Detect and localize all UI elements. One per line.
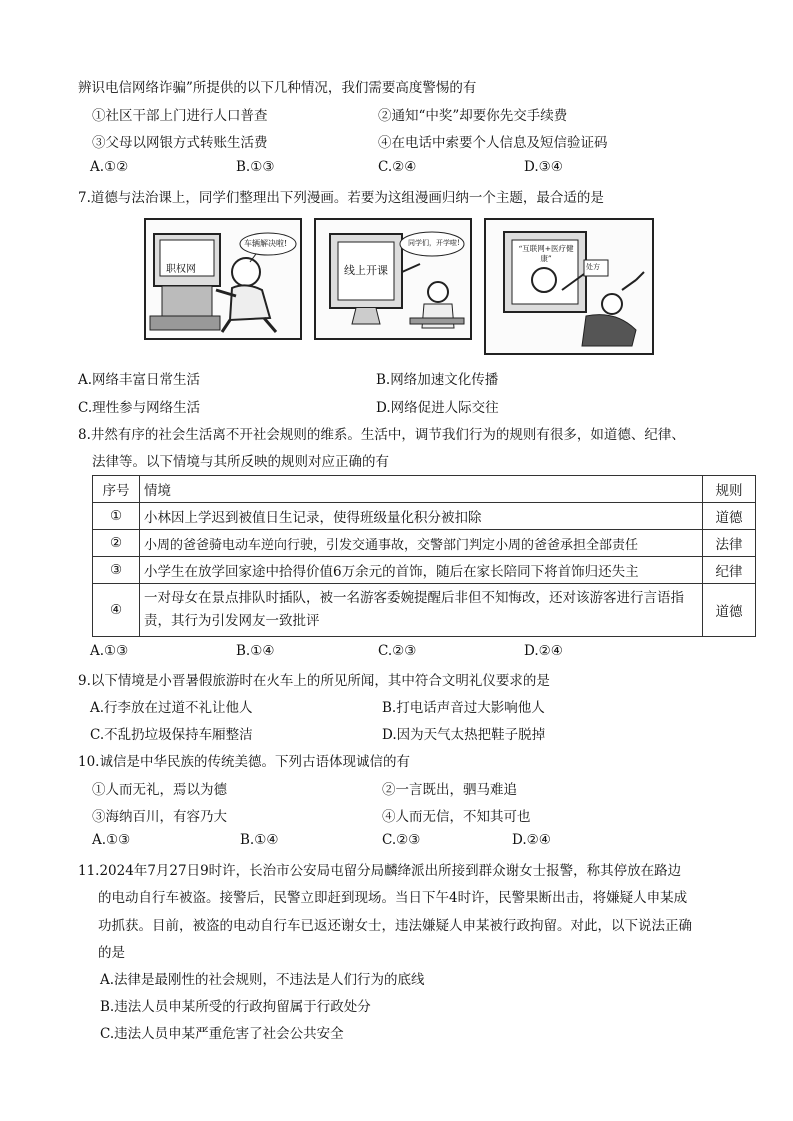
row-scene: 小学生在放学回家途中拾得价值6万余元的首饰，随后在家长陪同下将首饰归还失主 [140, 557, 703, 584]
row-no: ③ [93, 557, 140, 584]
table-row [93, 557, 756, 584]
q8-stem-line-1: 8.井然有序的社会生活离不开社会规则的维系。生活中，调节我们行为的规则有很多，如道德、纪律、 [78, 427, 685, 443]
table-row [93, 503, 756, 530]
row-rule: 纪律 [703, 557, 756, 584]
header-scene: 情境 [140, 476, 703, 503]
q6-item-4: ④在电话中索要个人信息及短信验证码 [378, 135, 608, 151]
q11-stem-line-2: 的电动自行车被盗。接警后，民警立即赶到现场。当日下午4时许，民警果断出击，将嫌疑人申某成 [98, 890, 688, 906]
q10-option-c: C.②③ [382, 832, 421, 848]
q7-option-d: D.网络促进人际交往 [376, 400, 499, 416]
row-rule: 道德 [703, 503, 756, 530]
cartoon-2-bubble-text: 同学们，开学啦! [408, 239, 460, 247]
q10-option-a: A.①③ [92, 832, 131, 848]
cartoon-3-drawing [486, 220, 652, 353]
q10-stem: 10.诚信是中华民族的传统美德。下列古语体现诚信的有 [78, 754, 410, 770]
cartoon-panel-2 [314, 218, 472, 340]
q8-stem-line-2: 法律等。以下情境与其所反映的规则对应正确的有 [92, 454, 389, 470]
q8-option-c: C.②③ [378, 643, 417, 659]
q9-option-c: C.不乱扔垃圾保持车厢整洁 [90, 727, 253, 743]
q7-option-a: A.网络丰富日常生活 [78, 372, 201, 388]
cartoon-2-screen-text: 线上开课 [344, 264, 388, 277]
q11-stem-line-1: 11.2024年7月27日9时许，长治市公安局屯留分局麟绛派出所接到群众谢女士报警，称其停放在路边 [78, 863, 682, 879]
header-rule: 规则 [703, 476, 756, 503]
row-scene: 小周的爸爸骑电动车逆向行驶，引发交通事故，交警部门判定小周的爸爸承担全部责任 [140, 530, 703, 557]
q11-option-c: C.违法人员申某严重危害了社会公共安全 [100, 1026, 344, 1042]
q11-option-b: B.违法人员申某所受的行政拘留属于行政处分 [100, 999, 371, 1015]
q6-stem: 辨识电信网络诈骗”所提供的以下几种情况，我们需要高度警惕的有 [78, 80, 477, 96]
row-scene: 小林因上学迟到被值日生记录，使得班级量化积分被扣除 [140, 503, 703, 530]
q10-item-2: ②一言既出，驷马难追 [382, 782, 517, 798]
q10-item-4: ④人而无信，不知其可也 [382, 809, 531, 825]
cartoon-panel-1 [144, 218, 302, 340]
q7-stem: 7.道德与法治课上，同学们整理出下列漫画。若要为这组漫画归纳一个主题，最合适的是 [78, 190, 604, 206]
row-no: ① [93, 503, 140, 530]
q6-option-a: A.①② [90, 159, 129, 175]
q9-option-d: D.因为天气太热把鞋子脱掉 [382, 727, 546, 743]
q11-stem-line-4: 的是 [98, 945, 125, 961]
q11-option-a: A.法律是最刚性的社会规则，不违法是人们行为的底线 [100, 972, 425, 988]
q9-option-b: B.打电话声音过大影响他人 [382, 700, 545, 716]
q8-option-b: B.①④ [236, 643, 275, 659]
cartoon-3-screen-text: “互联网+医疗健康” [518, 244, 574, 263]
row-rule: 法律 [703, 530, 756, 557]
q8-option-a: A.①③ [90, 643, 129, 659]
row-no: ② [93, 530, 140, 557]
cartoon-1-bubble-text: 车辆解决啦! [244, 239, 288, 248]
q8-option-d: D.②④ [524, 643, 563, 659]
row-no: ④ [93, 584, 140, 637]
q11-stem-line-3: 功抓获。目前，被盗的电动自行车已返还谢女士，违法嫌疑人申某被行政拘留。对此，以下说法正确 [98, 918, 692, 934]
q9-option-a: A.行李放在过道不礼让他人 [90, 700, 253, 716]
q7-option-c: C.理性参与网络生活 [78, 400, 201, 416]
q10-item-1: ①人而无礼，焉以为德 [92, 782, 227, 798]
table-row [93, 530, 756, 557]
row-rule: 道德 [703, 584, 756, 637]
table-header-row [93, 476, 756, 503]
q10-option-d: D.②④ [512, 832, 551, 848]
cartoon-3-paper-text: 处方 [586, 263, 600, 271]
q6-item-1: ①社区干部上门进行人口普查 [92, 108, 268, 124]
cartoon-panel-3 [484, 218, 654, 355]
q6-option-b: B.①③ [236, 159, 275, 175]
q9-stem: 9.以下情境是小晋暑假旅游时在火车上的所见所闻，其中符合文明礼仪要求的是 [78, 673, 550, 689]
q10-option-b: B.①④ [240, 832, 279, 848]
q6-option-d: D.③④ [524, 159, 563, 175]
cartoon-1-screen-text: 职权网 [166, 264, 196, 275]
table-row [93, 584, 756, 637]
q7-option-b: B.网络加速文化传播 [376, 372, 499, 388]
q6-item-2: ②通知“中奖”却要你先交手续费 [378, 108, 568, 124]
q6-item-3: ③父母以网银方式转账生活费 [92, 135, 268, 151]
header-no: 序号 [93, 476, 140, 503]
q6-option-c: C.②④ [378, 159, 417, 175]
row-scene: 一对母女在景点排队时插队，被一名游客委婉提醒后非但不知悔改，还对该游客进行言语指责，其行为引发网友一致批评 [140, 584, 703, 637]
rules-table [92, 475, 756, 637]
q10-item-3: ③海纳百川，有容乃大 [92, 809, 227, 825]
